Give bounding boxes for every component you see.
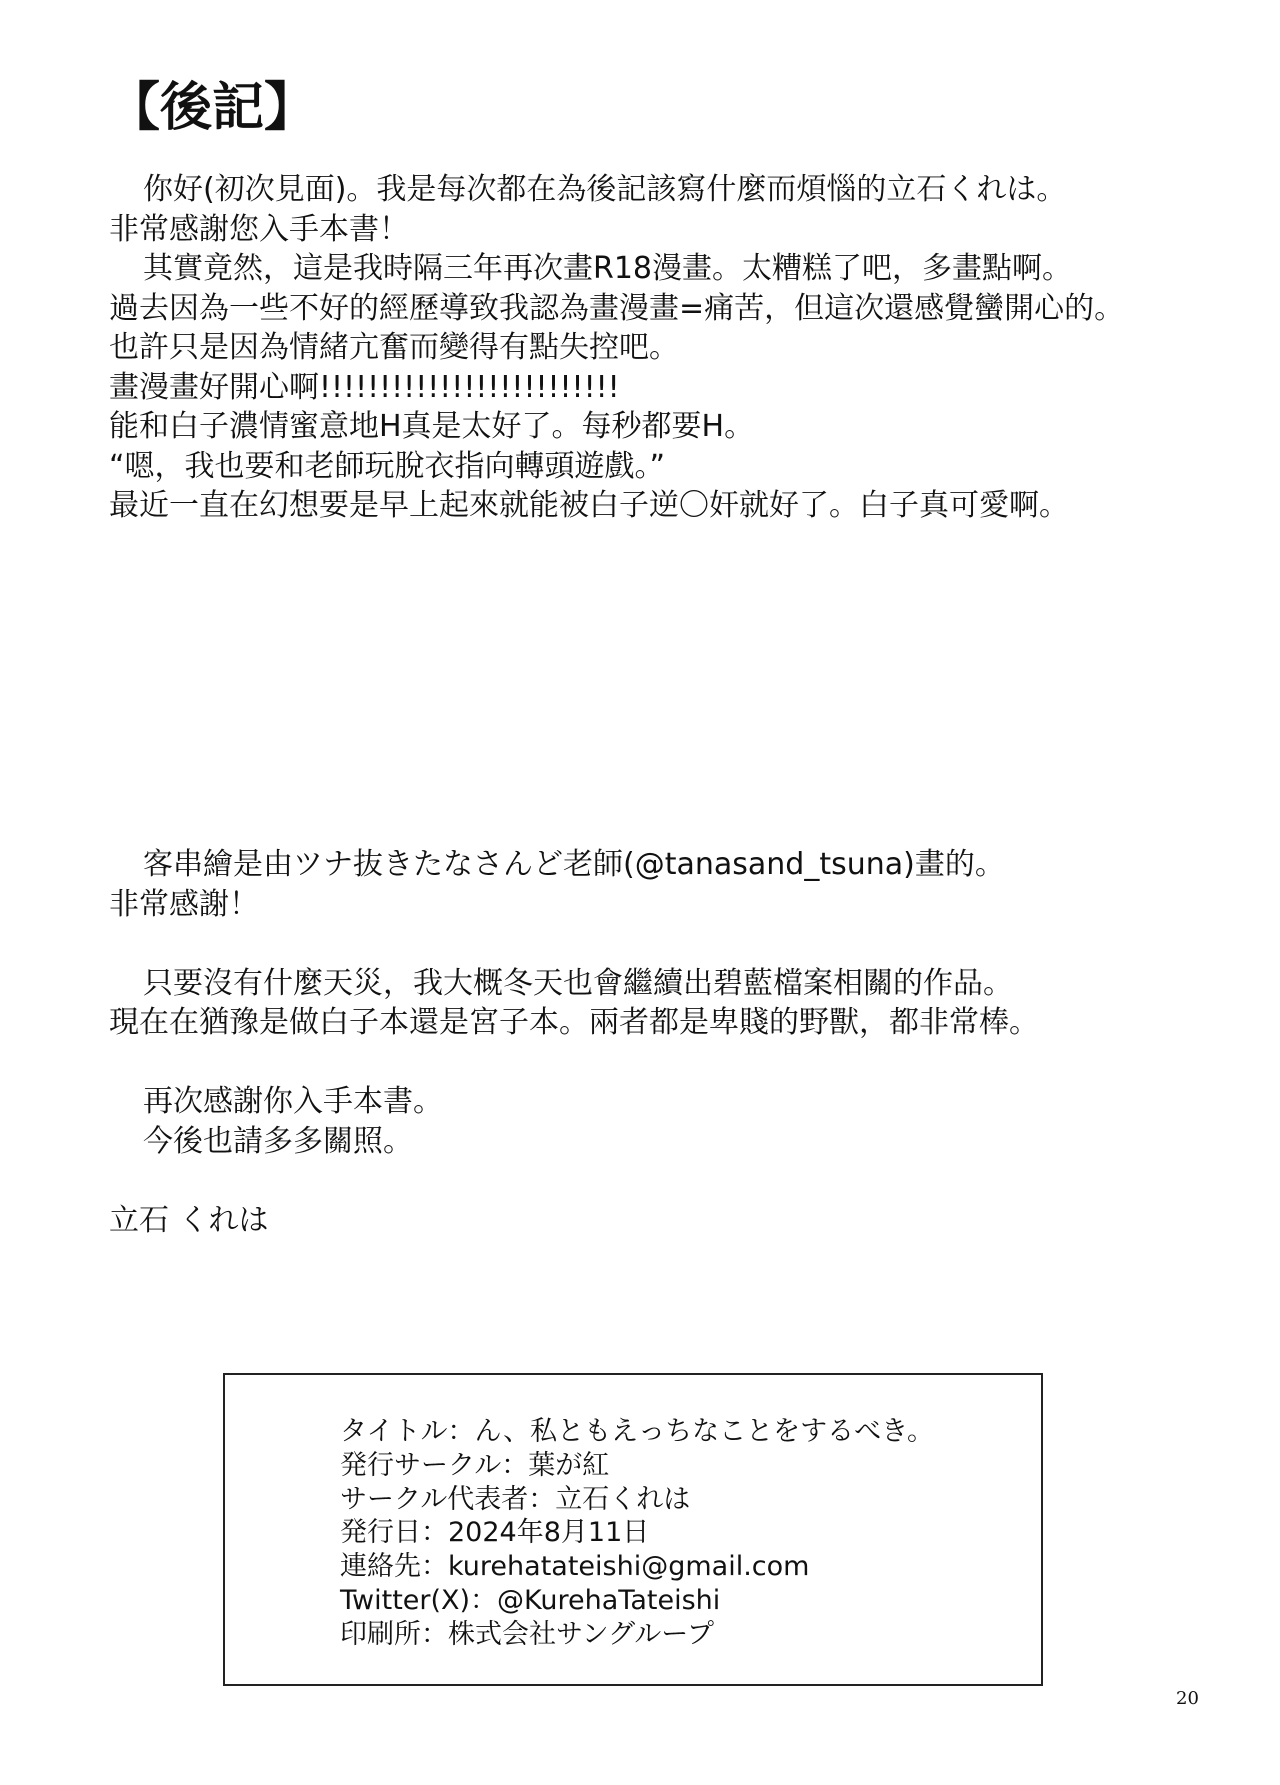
text-line: 再次感謝你入手本書。: [143, 1084, 443, 1119]
text-line: 過去因為一些不好的經歷導致我認為畫漫畫=痛苦，但這次還感覺蠻開心的。: [109, 290, 1125, 326]
text-line: 也許只是因為情緒亢奮而變得有點失控吧。: [109, 330, 679, 365]
text-line: 只要沒有什麼天災，我大概冬天也會繼續出碧藍檔案相關的作品。: [143, 965, 1013, 1001]
text-line: 非常感謝！: [109, 886, 259, 922]
text-line: 現在在猶豫是做白子本還是宮子本。兩者都是卑賤的野獸，都非常棒。: [109, 1005, 1039, 1040]
text-line: [109, 1043, 1039, 1083]
text-line: 客串繪是由ツナ抜きたなさんど老師(@tanasand_tsuna)畫的。: [143, 847, 1005, 882]
colophon-line: Twitter(X)：@KurehaTateishi: [340, 1584, 721, 1616]
colophon-line: 発行日：2024年8月11日: [340, 1517, 650, 1549]
colophon-line: 印刷所：株式会社サングループ: [340, 1618, 714, 1650]
colophon-lines: [340, 1415, 934, 1652]
text-line: 最近一直在幻想要是早上起來就能被白子逆〇奸就好了。白子真可愛啊。: [109, 488, 1069, 523]
text-line: 其實竟然，這是我時隔三年再次畫R18漫畫。太糟糕了吧，多畫點啊。: [143, 251, 1073, 286]
text-line: 非常感謝您入手本書！: [109, 211, 409, 247]
text-line: [109, 924, 1039, 964]
text-line: [109, 1161, 1039, 1201]
text-line: 今後也請多多關照。: [143, 1123, 413, 1159]
colophon-line: 連絡先：kurehatateishi@gmail.com: [340, 1551, 810, 1583]
text-line: 立石 くれは: [109, 1202, 269, 1238]
text-line: 畫漫畫好開心啊!!!!!!!!!!!!!!!!!!!!!!!!!: [109, 369, 620, 405]
page-number: 20: [1176, 1688, 1199, 1709]
colophon-box: [223, 1373, 1043, 1686]
text-line: 能和白子濃情蜜意地H真是太好了。每秒都要H。: [109, 409, 755, 444]
colophon-line: サークル代表者：立石くれは: [340, 1483, 691, 1515]
colophon-line: 発行サークル：葉が紅: [340, 1449, 610, 1481]
page-title: 【後記】: [108, 78, 317, 138]
text-line: 你好(初次見面)。我是每次都在為後記該寫什麼而煩惱的立石くれは。: [143, 172, 1067, 207]
afterword-body: [109, 170, 1124, 526]
closing-body: [109, 845, 1039, 1240]
text-line: “嗯，我也要和老師玩脫衣指向轉頭遊戲。”: [109, 448, 666, 484]
colophon-line: タイトル：ん、私ともえっちなことをするべき。: [340, 1416, 934, 1447]
